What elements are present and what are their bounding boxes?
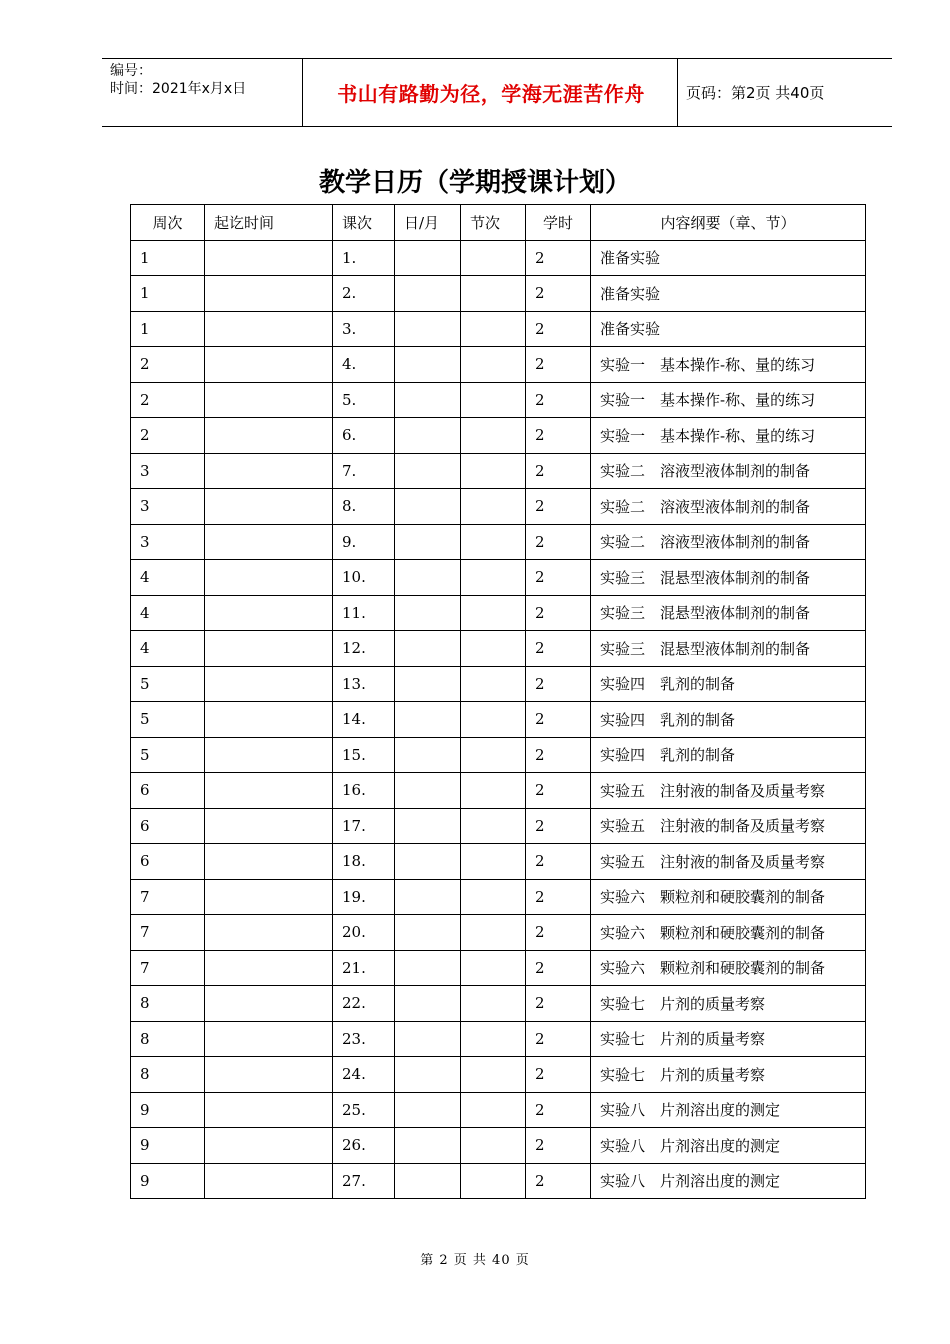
- section-cell: [461, 1128, 526, 1164]
- hours-cell: 2: [526, 595, 591, 631]
- week-cell: 8: [131, 1057, 205, 1093]
- content-cell: 实验四 乳剂的制备: [591, 666, 866, 702]
- period-cell: [205, 1163, 333, 1199]
- week-cell: 9: [131, 1163, 205, 1199]
- content-cell: 实验一 基本操作-称、量的练习: [591, 347, 866, 383]
- hours-cell: 2: [526, 382, 591, 418]
- section-cell: [461, 524, 526, 560]
- lesson-cell: 10.: [333, 560, 395, 596]
- hours-cell: 2: [526, 418, 591, 454]
- content-cell: 实验八 片剂溶出度的测定: [591, 1128, 866, 1164]
- period-cell: [205, 347, 333, 383]
- lesson-cell: 26.: [333, 1128, 395, 1164]
- content-cell: 实验一 基本操作-称、量的练习: [591, 418, 866, 454]
- section-cell: [461, 347, 526, 383]
- table-row: [131, 1163, 866, 1199]
- lesson-cell: 17.: [333, 808, 395, 844]
- section-cell: [461, 986, 526, 1022]
- week-cell: 8: [131, 1021, 205, 1057]
- date-cell: [395, 1128, 461, 1164]
- date-cell: [395, 773, 461, 809]
- table-row: [131, 240, 866, 276]
- section-cell: [461, 773, 526, 809]
- document-title: 教学日历（学期授课计划）: [318, 168, 631, 198]
- content-cell: 实验五 注射液的制备及质量考察: [591, 844, 866, 880]
- date-cell: [395, 986, 461, 1022]
- lesson-cell: 24.: [333, 1057, 395, 1093]
- table-row: [131, 631, 866, 667]
- table-row: [131, 844, 866, 880]
- hours-cell: 2: [526, 1128, 591, 1164]
- date-cell: [395, 631, 461, 667]
- header-lesson: 课次: [333, 205, 395, 241]
- lesson-cell: 22.: [333, 986, 395, 1022]
- table-row: [131, 489, 866, 525]
- lesson-cell: 16.: [333, 773, 395, 809]
- number-label: 编号：: [110, 63, 152, 79]
- period-cell: [205, 524, 333, 560]
- hours-cell: 2: [526, 1057, 591, 1093]
- date-cell: [395, 879, 461, 915]
- content-cell: 实验八 片剂溶出度的测定: [591, 1092, 866, 1128]
- section-cell: [461, 595, 526, 631]
- week-cell: 5: [131, 737, 205, 773]
- lesson-cell: 25.: [333, 1092, 395, 1128]
- section-cell: [461, 844, 526, 880]
- lesson-cell: 1.: [333, 240, 395, 276]
- week-cell: 7: [131, 950, 205, 986]
- lesson-cell: 6.: [333, 418, 395, 454]
- page-footer: 第 2 页 共 40 页: [420, 1253, 530, 1268]
- header-date: 日/月: [395, 205, 461, 241]
- week-cell: 9: [131, 1128, 205, 1164]
- table-row: [131, 311, 866, 347]
- section-cell: [461, 1021, 526, 1057]
- lesson-cell: 2.: [333, 276, 395, 312]
- week-cell: 5: [131, 666, 205, 702]
- lesson-cell: 12.: [333, 631, 395, 667]
- hours-cell: 2: [526, 737, 591, 773]
- week-cell: 4: [131, 560, 205, 596]
- table-row: [131, 808, 866, 844]
- period-cell: [205, 844, 333, 880]
- header-divider: [302, 58, 303, 126]
- date-cell: [395, 666, 461, 702]
- hours-cell: 2: [526, 844, 591, 880]
- period-cell: [205, 418, 333, 454]
- period-cell: [205, 702, 333, 738]
- period-cell: [205, 311, 333, 347]
- date-cell: [395, 595, 461, 631]
- time-label: 时间：2021年x月x日: [110, 81, 247, 97]
- section-cell: [461, 311, 526, 347]
- week-cell: 1: [131, 311, 205, 347]
- date-cell: [395, 1057, 461, 1093]
- section-cell: [461, 950, 526, 986]
- table-row: [131, 666, 866, 702]
- lesson-cell: 15.: [333, 737, 395, 773]
- date-cell: [395, 950, 461, 986]
- content-cell: 准备实验: [591, 276, 866, 312]
- date-cell: [395, 702, 461, 738]
- content-cell: 实验六 颗粒剂和硬胶囊剂的制备: [591, 915, 866, 951]
- table-row: [131, 418, 866, 454]
- content-cell: 实验六 颗粒剂和硬胶囊剂的制备: [591, 879, 866, 915]
- period-cell: [205, 595, 333, 631]
- table-row: [131, 1092, 866, 1128]
- content-cell: 实验七 片剂的质量考察: [591, 1021, 866, 1057]
- period-cell: [205, 276, 333, 312]
- period-cell: [205, 1128, 333, 1164]
- week-cell: 5: [131, 702, 205, 738]
- date-cell: [395, 808, 461, 844]
- section-cell: [461, 1163, 526, 1199]
- section-cell: [461, 240, 526, 276]
- date-cell: [395, 240, 461, 276]
- table-row: [131, 560, 866, 596]
- week-cell: 8: [131, 986, 205, 1022]
- period-cell: [205, 240, 333, 276]
- hours-cell: 2: [526, 808, 591, 844]
- week-cell: 3: [131, 489, 205, 525]
- hours-cell: 2: [526, 773, 591, 809]
- period-cell: [205, 915, 333, 951]
- content-cell: 实验四 乳剂的制备: [591, 737, 866, 773]
- hours-cell: 2: [526, 1021, 591, 1057]
- content-cell: 实验七 片剂的质量考察: [591, 986, 866, 1022]
- table-row: [131, 915, 866, 951]
- section-cell: [461, 879, 526, 915]
- date-cell: [395, 347, 461, 383]
- content-cell: 实验五 注射液的制备及质量考察: [591, 773, 866, 809]
- section-cell: [461, 631, 526, 667]
- header-meta: [110, 62, 246, 98]
- section-cell: [461, 915, 526, 951]
- table-row: [131, 702, 866, 738]
- week-cell: 9: [131, 1092, 205, 1128]
- lesson-cell: 14.: [333, 702, 395, 738]
- lesson-cell: 20.: [333, 915, 395, 951]
- header-bottom-rule: [102, 126, 892, 127]
- lesson-cell: 3.: [333, 311, 395, 347]
- content-cell: 实验五 注射液的制备及质量考察: [591, 808, 866, 844]
- content-cell: 准备实验: [591, 311, 866, 347]
- week-cell: 6: [131, 808, 205, 844]
- header-page-code: 页码：第2页 共40页: [686, 83, 825, 102]
- hours-cell: 2: [526, 1092, 591, 1128]
- lesson-cell: 4.: [333, 347, 395, 383]
- week-cell: 6: [131, 773, 205, 809]
- content-cell: 实验三 混悬型液体制剂的制备: [591, 595, 866, 631]
- period-cell: [205, 986, 333, 1022]
- table-row: [131, 950, 866, 986]
- date-cell: [395, 276, 461, 312]
- date-cell: [395, 311, 461, 347]
- hours-cell: 2: [526, 702, 591, 738]
- section-cell: [461, 702, 526, 738]
- period-cell: [205, 950, 333, 986]
- hours-cell: 2: [526, 311, 591, 347]
- period-cell: [205, 666, 333, 702]
- table-row: [131, 986, 866, 1022]
- header-content: 内容纲要（章、节）: [591, 205, 866, 241]
- week-cell: 3: [131, 453, 205, 489]
- table-row: [131, 276, 866, 312]
- section-cell: [461, 276, 526, 312]
- section-cell: [461, 560, 526, 596]
- table-row: [131, 737, 866, 773]
- table-row: [131, 879, 866, 915]
- period-cell: [205, 1021, 333, 1057]
- period-cell: [205, 737, 333, 773]
- content-cell: 实验一 基本操作-称、量的练习: [591, 382, 866, 418]
- table-row: [131, 1057, 866, 1093]
- content-cell: 实验三 混悬型液体制剂的制备: [591, 560, 866, 596]
- content-cell: 实验二 溶液型液体制剂的制备: [591, 524, 866, 560]
- hours-cell: 2: [526, 1163, 591, 1199]
- header-week: 周次: [131, 205, 205, 241]
- table-body: [131, 240, 866, 1199]
- section-cell: [461, 1092, 526, 1128]
- header-hours: 学时: [526, 205, 591, 241]
- table-row: [131, 453, 866, 489]
- content-cell: 实验二 溶液型液体制剂的制备: [591, 453, 866, 489]
- date-cell: [395, 524, 461, 560]
- week-cell: 6: [131, 844, 205, 880]
- period-cell: [205, 808, 333, 844]
- week-cell: 7: [131, 879, 205, 915]
- hours-cell: 2: [526, 986, 591, 1022]
- section-cell: [461, 737, 526, 773]
- table-row: [131, 382, 866, 418]
- section-cell: [461, 489, 526, 525]
- week-cell: 4: [131, 595, 205, 631]
- table-row: [131, 595, 866, 631]
- date-cell: [395, 1021, 461, 1057]
- date-cell: [395, 844, 461, 880]
- hours-cell: 2: [526, 560, 591, 596]
- period-cell: [205, 1092, 333, 1128]
- lesson-cell: 11.: [333, 595, 395, 631]
- week-cell: 3: [131, 524, 205, 560]
- section-cell: [461, 453, 526, 489]
- date-cell: [395, 1092, 461, 1128]
- section-cell: [461, 418, 526, 454]
- hours-cell: 2: [526, 879, 591, 915]
- section-cell: [461, 1057, 526, 1093]
- lesson-cell: 21.: [333, 950, 395, 986]
- lesson-cell: 7.: [333, 453, 395, 489]
- section-cell: [461, 666, 526, 702]
- content-cell: 实验七 片剂的质量考察: [591, 1057, 866, 1093]
- week-cell: 2: [131, 382, 205, 418]
- hours-cell: 2: [526, 453, 591, 489]
- period-cell: [205, 879, 333, 915]
- lesson-cell: 18.: [333, 844, 395, 880]
- lesson-cell: 13.: [333, 666, 395, 702]
- hours-cell: 2: [526, 524, 591, 560]
- date-cell: [395, 915, 461, 951]
- hours-cell: 2: [526, 915, 591, 951]
- date-cell: [395, 1163, 461, 1199]
- content-cell: 实验二 溶液型液体制剂的制备: [591, 489, 866, 525]
- lesson-cell: 19.: [333, 879, 395, 915]
- table-row: [131, 347, 866, 383]
- content-cell: 实验四 乳剂的制备: [591, 702, 866, 738]
- week-cell: 2: [131, 347, 205, 383]
- hours-cell: 2: [526, 950, 591, 986]
- period-cell: [205, 773, 333, 809]
- header-section: 节次: [461, 205, 526, 241]
- page-header: [102, 58, 892, 126]
- hours-cell: 2: [526, 347, 591, 383]
- content-cell: 实验六 颗粒剂和硬胶囊剂的制备: [591, 950, 866, 986]
- date-cell: [395, 382, 461, 418]
- table-header-row: [131, 205, 866, 241]
- header-period: 起讫时间: [205, 205, 333, 241]
- hours-cell: 2: [526, 489, 591, 525]
- date-cell: [395, 453, 461, 489]
- lesson-cell: 27.: [333, 1163, 395, 1199]
- table-row: [131, 1128, 866, 1164]
- week-cell: 1: [131, 276, 205, 312]
- hours-cell: 2: [526, 666, 591, 702]
- date-cell: [395, 737, 461, 773]
- hours-cell: 2: [526, 276, 591, 312]
- date-cell: [395, 418, 461, 454]
- content-cell: 实验三 混悬型液体制剂的制备: [591, 631, 866, 667]
- hours-cell: 2: [526, 631, 591, 667]
- content-cell: 实验八 片剂溶出度的测定: [591, 1163, 866, 1199]
- week-cell: 2: [131, 418, 205, 454]
- lesson-cell: 23.: [333, 1021, 395, 1057]
- schedule-table: [130, 204, 866, 1199]
- date-cell: [395, 560, 461, 596]
- date-cell: [395, 489, 461, 525]
- period-cell: [205, 489, 333, 525]
- lesson-cell: 8.: [333, 489, 395, 525]
- lesson-cell: 9.: [333, 524, 395, 560]
- period-cell: [205, 1057, 333, 1093]
- table-row: [131, 773, 866, 809]
- period-cell: [205, 453, 333, 489]
- section-cell: [461, 808, 526, 844]
- section-cell: [461, 382, 526, 418]
- table-row: [131, 1021, 866, 1057]
- week-cell: 7: [131, 915, 205, 951]
- period-cell: [205, 631, 333, 667]
- period-cell: [205, 560, 333, 596]
- period-cell: [205, 382, 333, 418]
- week-cell: 1: [131, 240, 205, 276]
- table-row: [131, 524, 866, 560]
- lesson-cell: 5.: [333, 382, 395, 418]
- week-cell: 4: [131, 631, 205, 667]
- hours-cell: 2: [526, 240, 591, 276]
- header-motto: 书山有路勤为径，学海无涯苦作舟: [337, 81, 645, 106]
- content-cell: 准备实验: [591, 240, 866, 276]
